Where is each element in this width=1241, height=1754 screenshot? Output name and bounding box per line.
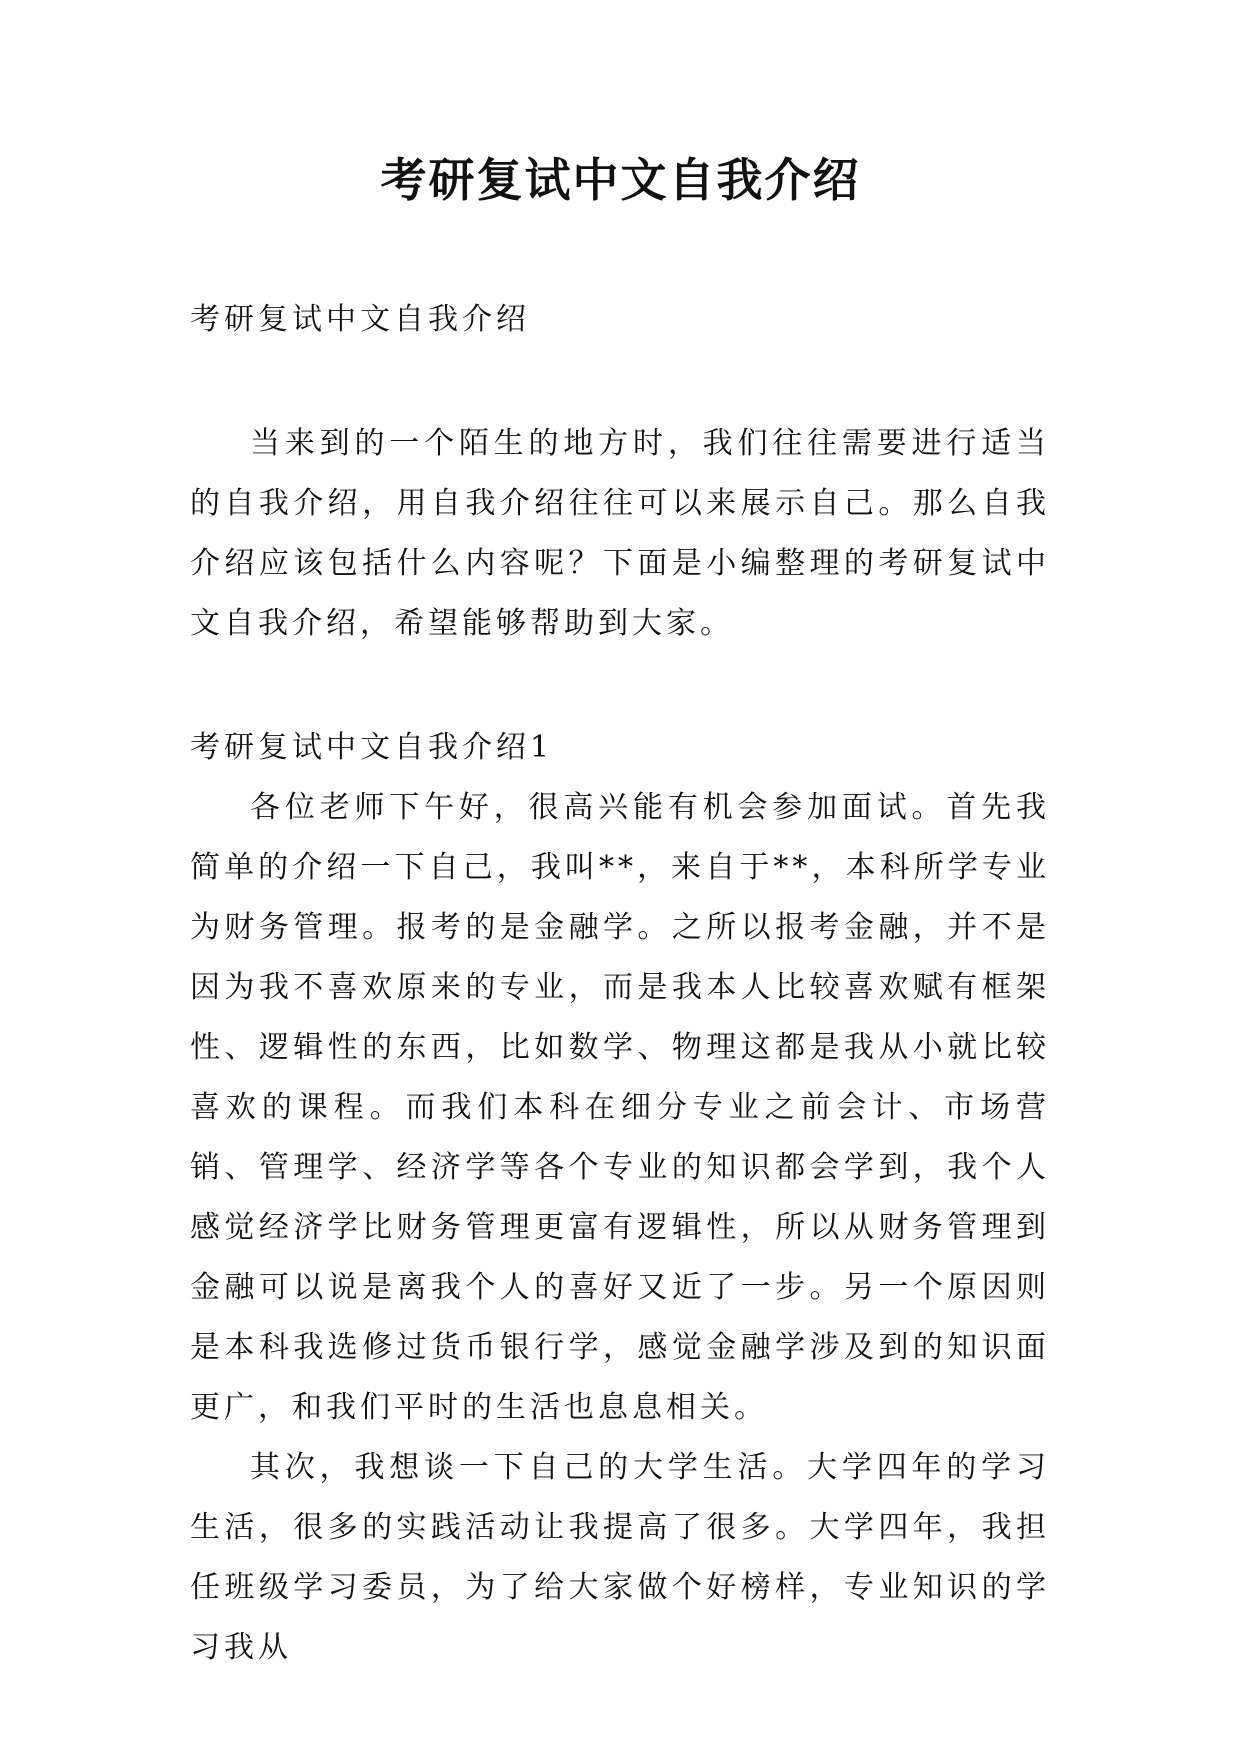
intro-heading: 考研复试中文自我介绍 [190, 302, 530, 337]
section-heading: 考研复试中文自我介绍1 [190, 730, 554, 765]
document-title: 考研复试中文自我介绍 [380, 153, 861, 207]
intro-paragraph: 当来到的一个陌生的地方时，我们往往需要进行适当的自我介绍，用自我介绍往往可以来展示自己。那么自我介绍应该包括什么内容呢？下面是小编整理的考研复试中文自我介绍，希望能够帮助到大家。 [190, 426, 1050, 641]
body-paragraph: 各位老师下午好，很高兴能有机会参加面试。首先我简单的介绍一下自己，我叫**，来自于**，本科所学专业为财务管理。报考的是金融学。之所以报考金融，并不是因为我不喜欢原来的专业，而是我本人比较喜欢赋有框架性、逻辑性的东西，比如数学、物理这都是我从小就比较喜欢的课程。而我们本科在细分专业之前会计、市场营销、管理学、经济学等各个专业的知识都会学到，我个人感觉经济学比财务管理更富有逻辑性，所以从财务管理到金融可以说是离我个人的喜好又近了一步。另一个原因则是本科我选修过货币银行学，感觉金融学涉及到的知识面更广，和我们平时的生活也息息相关。 [190, 790, 1050, 1425]
body-paragraph: 其次，我想谈一下自己的大学生活。大学四年的学习生活，很多的实践活动让我提高了很多。大学四年，我担任班级学习委员，为了给大家做个好榜样，专业知识的学习我从 [190, 1450, 1050, 1665]
document-body [190, 290, 1050, 1678]
